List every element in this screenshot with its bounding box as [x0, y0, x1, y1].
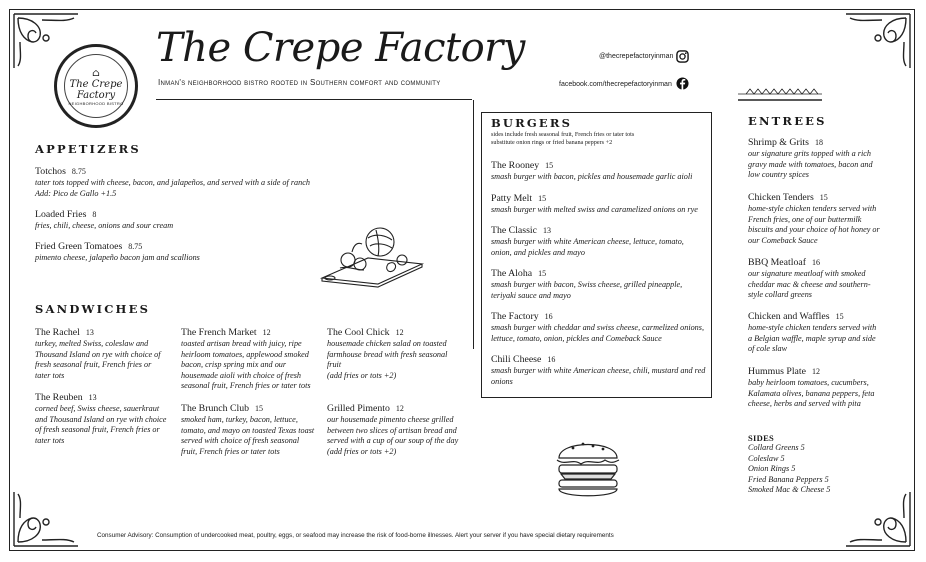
side-item: Fried Banana Peppers 5 — [748, 474, 829, 484]
item-name: The Classic — [491, 225, 537, 236]
item-name: The Brunch Club — [181, 403, 250, 414]
logo-subtitle: NEIGHBORHOOD BISTRO — [68, 101, 124, 106]
item-name: The Reuben — [35, 392, 83, 403]
item-price: 16 — [811, 258, 820, 267]
item-price: 16 — [547, 355, 556, 364]
appetizer-item — [35, 241, 310, 264]
item-description: smash burger with cheddar and swiss cheese, carmelized onions, lettuce, tomato, onion, pickles and Comeback Sauce — [491, 323, 705, 343]
item-description: toasted artisan bread with juicy, ripe heirloom tomatoes, applewood smoked bacon, crisp spring mix and our housemade aioli with choice of fresh seasonal fruit, French fries or tater tots — [181, 339, 311, 391]
corner-ornament-bottom-left — [12, 488, 82, 548]
sides-section — [748, 433, 868, 496]
item-price: 18 — [814, 138, 823, 147]
item-addon: (add fries or tots +2) — [327, 370, 397, 380]
entree-item — [748, 192, 880, 246]
side-item: Smoked Mac & Cheese 5 — [748, 485, 831, 495]
burgers-heading: BURGERS — [491, 116, 573, 130]
burger-item — [491, 311, 706, 344]
item-price: 15 — [538, 269, 547, 278]
burgers-sides-note: sides include fresh seasonal fruit, French fries or tater tots — [491, 131, 635, 138]
tagline: Inman's neighborhood bistro rooted in Southern comfort and community — [158, 78, 441, 87]
item-description: corned beef, Swiss cheese, sauerkraut and Thousand Island on rye with choice of fresh seasonal fruit, French fries or tater tots — [35, 404, 167, 445]
item-name: The Aloha — [491, 268, 533, 279]
facebook-icon[interactable] — [676, 77, 689, 90]
burger-item — [491, 160, 706, 183]
item-description: tater tots topped with cheese, bacon, and jalapeños, and served with a side of ranch — [35, 178, 310, 187]
item-description: our signature grits topped with a rich gravy made with tomatoes, bacon and low country spices — [748, 149, 873, 180]
item-price: 13 — [542, 226, 551, 235]
item-addon: Add: Pico de Gallo +1.5 — [35, 188, 117, 198]
house-icon: ⌂ — [92, 68, 100, 79]
item-addon: (add fries or tots +2) — [327, 446, 397, 456]
item-description: housemade chicken salad on toasted farmhouse bread with fresh seasonal fruit — [327, 339, 448, 370]
side-item: Coleslaw 5 — [748, 453, 785, 463]
item-name: Totchos — [35, 166, 66, 177]
item-description: home-style chicken tenders served with French fries, one of our buttermilk biscuits and your choice of hot honey or our Comeback Sauce — [748, 204, 880, 245]
item-name: The French Market — [181, 327, 257, 338]
appetizer-item — [35, 209, 310, 232]
facebook-url[interactable]: facebook.com/thecrepefactoryinman — [559, 81, 672, 88]
appetizers-heading: APPETIZERS — [35, 142, 141, 156]
item-description: smash burger with white American cheese, chili, mustard and red onions — [491, 366, 706, 386]
burger-item — [491, 225, 706, 258]
item-name: Grilled Pimento — [327, 403, 390, 414]
instagram-handle[interactable]: @thecrepefactoryinman — [599, 53, 674, 60]
item-price: 12 — [811, 367, 820, 376]
item-price: 8.75 — [71, 167, 86, 176]
corner-ornament-bottom-right — [842, 488, 912, 548]
item-price: 15 — [835, 312, 844, 321]
sandwiches-heading: SANDWICHES — [35, 302, 151, 316]
entrees-heading: ENTREES — [748, 114, 827, 128]
logo-name-line1: The Crepe — [69, 79, 123, 90]
item-price: 8 — [92, 210, 97, 219]
sandwich-item — [35, 392, 167, 446]
item-name: Chili Cheese — [491, 354, 542, 365]
item-description: home-style chicken tenders served with a Belgian waffle, maple syrup and side of cole slaw — [748, 323, 877, 354]
sandwich-item — [35, 327, 167, 381]
item-price: 15 — [545, 161, 554, 170]
corner-ornament-top-right — [842, 12, 912, 72]
item-name: The Factory — [491, 311, 539, 322]
item-description: baby heirloom tomatoes, cucumbers, Kalamata olives, banana peppers, feta cheese, herbs and served with pita — [748, 378, 875, 409]
item-name: The Cool Chick — [327, 327, 390, 338]
burger-item — [491, 193, 706, 216]
item-description: turkey, melted Swiss, coleslaw and Thousand Island on rye with choice of fresh seasonal fruit, French fries or tater tots — [35, 339, 161, 380]
item-price: 15 — [819, 193, 828, 202]
item-name: Loaded Fries — [35, 209, 87, 220]
item-price: 12 — [395, 404, 404, 413]
instagram-icon[interactable] — [676, 50, 689, 63]
item-price: 13 — [85, 328, 94, 337]
item-description: our signature meatloaf with smoked cheddar mac & cheese and southern-style collard greens — [748, 269, 871, 300]
entree-item — [748, 366, 880, 410]
entree-item — [748, 257, 880, 301]
item-price: 13 — [88, 393, 97, 402]
item-description: smash burger with bacon, Swiss cheese, grilled pineapple, teriyaki sauce and mayo — [491, 280, 683, 300]
logo-name-line2: Factory — [76, 90, 116, 101]
burger-item — [491, 354, 706, 387]
header-divider — [156, 99, 472, 100]
entrees-ornament — [736, 85, 824, 103]
item-price: 12 — [395, 328, 404, 337]
item-name: Fried Green Tomatoes — [35, 241, 123, 252]
consumer-advisory: Consumer Advisory: Consumption of undercooked meat, poultry, eggs, or seafood may increase the risk of food-borne illnesses. Alert your server if you have special dietary requirements — [97, 532, 614, 539]
burgers-substitute-note: substitute onion rings or fried banana peppers +2 — [491, 139, 613, 146]
item-description: smash burger with white American cheese, lettuce, tomato, onion, and pickles and mayo — [491, 237, 684, 257]
item-price: 15 — [255, 404, 264, 413]
logo — [54, 44, 138, 128]
item-description: smash burger with bacon, pickles and housemade garlic aioli — [491, 172, 693, 181]
item-price: 16 — [544, 312, 553, 321]
sandwich-item — [181, 403, 315, 457]
burger-item — [491, 268, 706, 301]
item-name: Chicken and Waffles — [748, 311, 830, 322]
item-description: smoked ham, turkey, bacon, lettuce, tomato, and mayo on toasted Texas toast served with choice of fresh seasonal fruit, French fries or tater tots — [181, 415, 315, 456]
appetizer-item — [35, 166, 310, 199]
item-description: smash burger with melted swiss and caramelized onions on rye — [491, 205, 698, 214]
item-name: Chicken Tenders — [748, 192, 814, 203]
item-price: 8.75 — [128, 242, 143, 251]
sides-heading: SIDES — [748, 433, 775, 443]
side-item: Collard Greens 5 — [748, 443, 805, 452]
item-price: 12 — [262, 328, 271, 337]
item-name: The Rachel — [35, 327, 80, 338]
item-name: Hummus Plate — [748, 366, 806, 377]
item-description: fries, chili, cheese, onions and sour cream — [35, 221, 174, 230]
restaurant-title: The Crepe Factory — [156, 25, 525, 71]
item-name: Patty Melt — [491, 193, 533, 204]
entree-item — [748, 311, 880, 355]
entree-item — [748, 137, 880, 181]
side-item: Onion Rings 5 — [748, 464, 796, 474]
sandwich-item — [181, 327, 315, 392]
cutting-board-illustration — [318, 220, 426, 290]
item-description: pimento cheese, jalapeño bacon jam and scallions — [35, 253, 200, 262]
column-divider — [473, 100, 474, 349]
item-name: The Rooney — [491, 160, 540, 171]
item-price: 15 — [538, 194, 547, 203]
sandwich-item — [327, 327, 461, 381]
item-description: our housemade pimento cheese grilled between two slices of artisan bread and served with a cup of our soup of the day — [327, 415, 459, 446]
burger-illustration — [553, 432, 623, 500]
sandwich-item — [327, 403, 461, 457]
item-name: Shrimp & Grits — [748, 137, 809, 148]
item-name: BBQ Meatloaf — [748, 257, 806, 268]
